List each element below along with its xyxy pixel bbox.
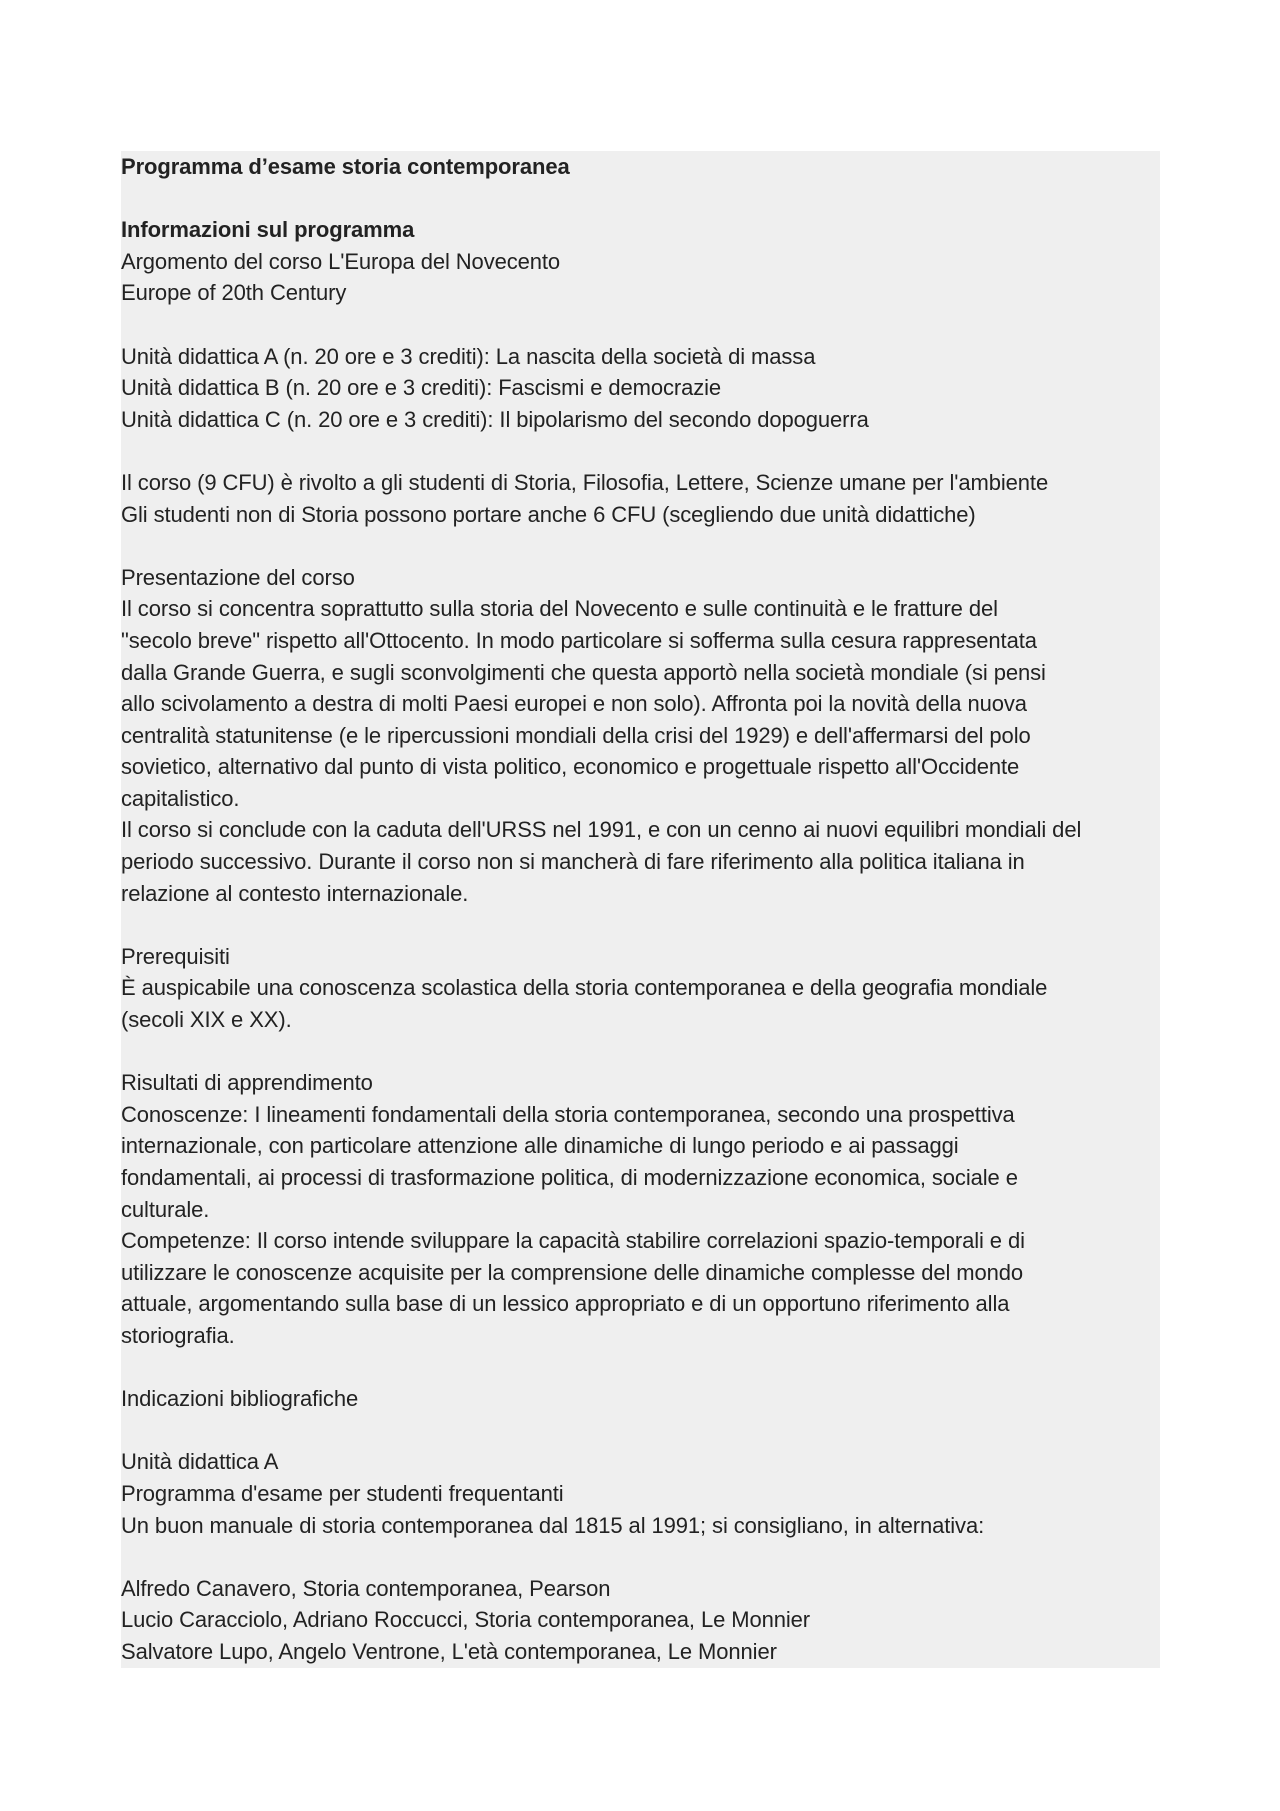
unit-line: Unità didattica C (n. 20 ore e 3 crediti): Il bipolarismo del secondo dopoguerra — [121, 406, 869, 432]
presentation-line: Il corso si conclude con la caduta dell'URSS nel 1991, e con un cenno ai nuovi equilibri mondiali del — [121, 817, 1082, 843]
course-topic-english: Europe of 20th Century — [121, 280, 347, 306]
results-line: storiografia. — [121, 1322, 235, 1348]
presentation-line: "secolo breve" rispetto all'Ottocento. In modo particolare si sofferma sulla cesura rappresentata — [121, 627, 1037, 653]
presentation-line: capitalistico. — [121, 785, 240, 811]
book-entry: Alfredo Canavero, Storia contemporanea, Pearson — [121, 1575, 611, 1601]
unit-a-heading: Unità didattica A — [121, 1449, 279, 1475]
document-body — [121, 151, 1160, 1668]
results-line: attuale, argomentando sulla base di un lessico appropriato e di un opportuno riferimento alla — [121, 1291, 1010, 1317]
results-line: culturale. — [121, 1196, 210, 1222]
prerequisites-line: (secoli XIX e XX). — [121, 1007, 292, 1033]
spacer — [121, 435, 1160, 467]
presentation-line: Il corso si concentra soprattutto sulla storia del Novecento e sulle continuità e le fratture del — [121, 596, 998, 622]
spacer — [121, 1415, 1160, 1447]
unit-a-line: Programma d'esame per studenti frequentanti — [121, 1480, 564, 1506]
book-entry: Salvatore Lupo, Angelo Ventrone, L'età contemporanea, Le Monnier — [121, 1638, 777, 1664]
results-line: internazionale, con particolare attenzione alle dinamiche di lungo periodo e ai passaggi — [121, 1133, 959, 1159]
spacer — [121, 530, 1160, 562]
results-line: utilizzare le conoscenze acquisite per la comprensione delle dinamiche complesse del mondo — [121, 1259, 1024, 1285]
results-line: Conoscenze: I lineamenti fondamentali della storia contemporanea, secondo una prospettiva — [121, 1101, 1015, 1127]
prerequisites-line: È auspicabile una conoscenza scolastica della storia contemporanea e della geografia mondiale — [121, 975, 1048, 1001]
document-title: Programma d’esame storia contemporanea — [121, 154, 570, 179]
results-line: fondamentali, ai processi di trasformazione politica, di modernizzazione economica, sociale e — [121, 1165, 1018, 1190]
book-entry: Lucio Caracciolo, Adriano Roccucci, Storia contemporanea, Le Monnier — [121, 1607, 811, 1633]
presentation-line: relazione al contesto internazionale. — [121, 880, 469, 906]
results-line: Competenze: Il corso intende sviluppare la capacità stabilire correlazioni spazio-temporali e di — [121, 1228, 1025, 1254]
spacer — [121, 309, 1160, 341]
spacer — [121, 909, 1160, 941]
prerequisites-heading: Prerequisiti — [121, 943, 230, 969]
bibliography-heading: Indicazioni bibliografiche — [121, 1386, 359, 1412]
presentation-line: centralità statunitense (e le ripercussioni mondiali della crisi del 1929) e dell'affermarsi del polo — [121, 722, 1031, 748]
unit-line: Unità didattica B (n. 20 ore e 3 crediti): Fascismi e democrazie — [121, 375, 722, 401]
spacer — [121, 1541, 1160, 1573]
presentation-line: dalla Grande Guerra, e sugli sconvolgimenti che questa apportò nella società mondiale (si pensi — [121, 659, 1046, 685]
audience-line: Il corso (9 CFU) è rivolto a gli studenti di Storia, Filosofia, Lettere, Scienze umane per l'ambiente — [121, 469, 1049, 495]
presentation-line: sovietico, alternativo dal punto di vista politico, economico e progettuale rispetto all'Occidente — [121, 754, 1020, 780]
results-heading: Risultati di apprendimento — [121, 1070, 373, 1096]
unit-line: Unità didattica A (n. 20 ore e 3 crediti): La nascita della società di massa — [121, 343, 816, 369]
unit-a-line: Un buon manuale di storia contemporanea dal 1815 al 1991; si consigliano, in alternativa: — [121, 1512, 985, 1538]
spacer — [121, 1036, 1160, 1068]
presentation-heading: Presentazione del corso — [121, 564, 355, 590]
presentation-line: allo scivolamento a destra di molti Paesi europei e non solo). Affronta poi la novità della nuova — [121, 691, 1027, 717]
spacer — [121, 183, 1160, 215]
course-topic: Argomento del corso L'Europa del Novecento — [121, 248, 561, 274]
info-heading: Informazioni sul programma — [121, 217, 415, 243]
spacer — [121, 1352, 1160, 1384]
presentation-line: periodo successivo. Durante il corso non si mancherà di fare riferimento alla politica italiana in — [121, 849, 1025, 875]
audience-line: Gli studenti non di Storia possono portare anche 6 CFU (scegliendo due unità didattiche) — [121, 501, 976, 527]
